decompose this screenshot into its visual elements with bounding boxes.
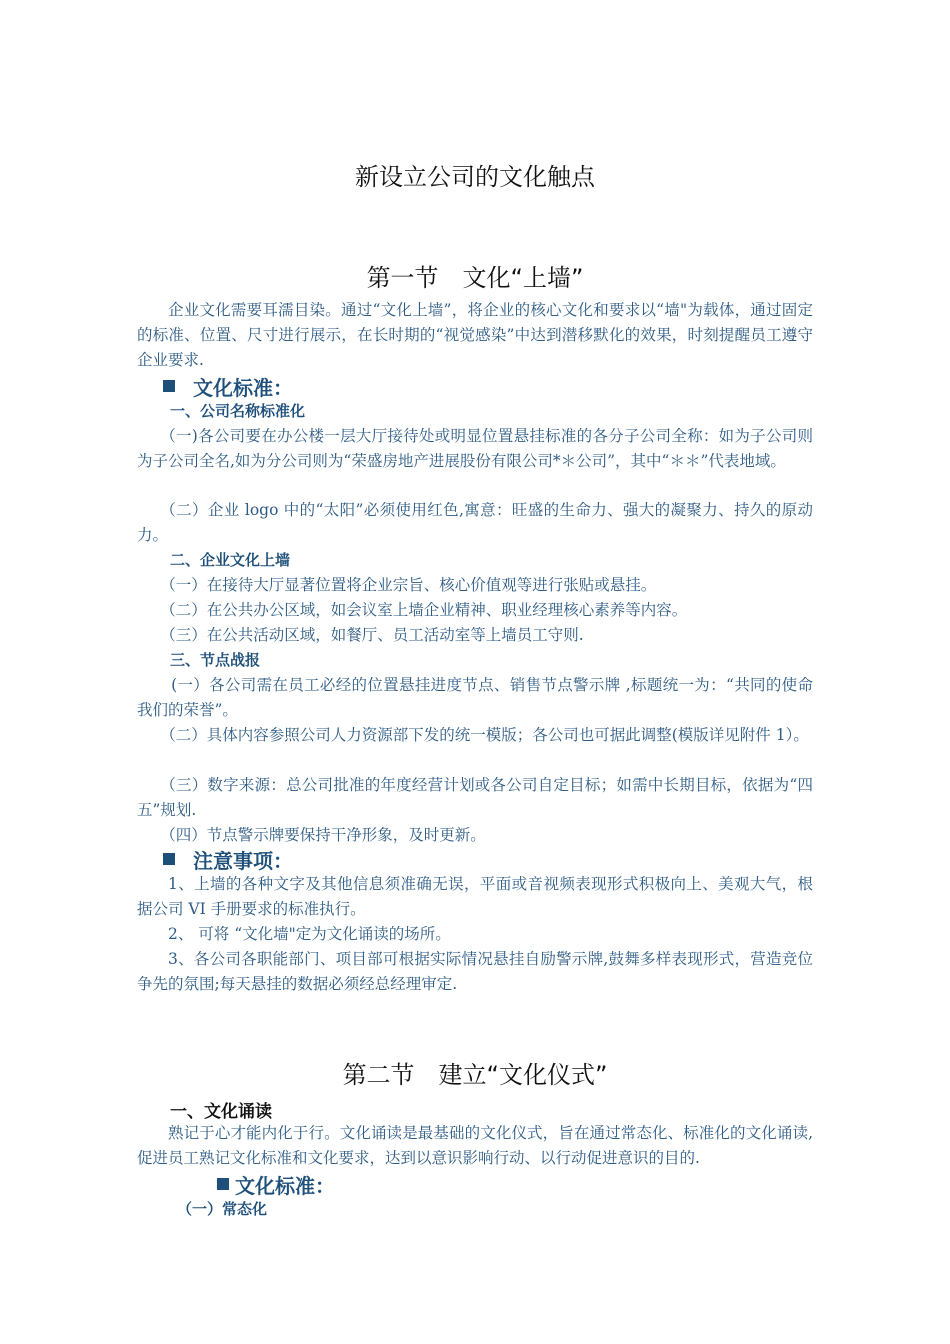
paragraph: （三）数字来源：总公司批准的年度经营计划或各公司自定目标；如需中长期目标，依据为“四五”规划. xyxy=(137,776,813,819)
square-bullet-icon xyxy=(217,1178,229,1190)
square-bullet-icon xyxy=(163,853,175,865)
standards-heading-2 xyxy=(137,1170,813,1199)
notes-label: 注意事项： xyxy=(193,849,293,873)
paragraph: （一）在接待大厅显著位置将企业宗旨、核心价值观等进行张贴或悬挂。 xyxy=(160,576,657,594)
subheading-routine: （一）常态化 xyxy=(177,1200,268,1218)
notes-heading xyxy=(137,845,813,874)
paragraph: (一）各公司需在员工必经的位置悬挂进度节点、销售节点警示牌 ,标题统一为：“共同的使命 我们的荣誉”。 xyxy=(137,676,814,719)
standards-label: 文化标准： xyxy=(235,1174,335,1198)
subheading-culture-recitation: 一、文化诵读 xyxy=(170,1102,272,1122)
paragraph: （一)各公司要在办公楼一层大厅接待处或明显位置悬挂标准的各分子公司全称：如为子公司则为子公司全名,如为分公司则为“荣盛房地产进展股份有限公司*＊公司”，其中“＊＊”代表地域。 xyxy=(137,427,813,470)
paragraph: （四）节点警示牌要保持干净形象，及时更新。 xyxy=(160,826,486,844)
paragraph: 3、各公司各职能部门、项目部可根据实际情况悬挂自励警示牌,鼓舞多样表现形式，营造竞位争先的氛围;每天悬挂的数据必须经总经理审定. xyxy=(137,950,813,993)
paragraph: （三）在公共活动区域，如餐厅、员工活动室等上墙员工守则. xyxy=(160,626,584,644)
paragraph: 1、上墙的各种文字及其他信息须准确无误，平面或音视频表现形式积极向上、美观大气，根据公司 VI 手册要求的标准执行。 xyxy=(137,875,813,918)
subheading-company-name: 一、公司名称标准化 xyxy=(170,402,306,420)
section-1-intro: 企业文化需要耳濡目染。通过“文化上墙”，将企业的核心文化和要求以“墙"为载体，通过固定的标准、位置、尺寸进行展示，在长时期的“视觉感染”中达到潜移默化的效果，时刻提醒员工遵守企业要求. xyxy=(137,301,813,369)
square-bullet-icon xyxy=(163,380,175,392)
section-1-heading: 第一节 文化“上墙” xyxy=(366,264,584,292)
standards-heading xyxy=(137,372,813,401)
paragraph: （二）企业 logo 中的“太阳”必须使用红色,寓意：旺盛的生命力、强大的凝聚力、持久的原动力。 xyxy=(137,501,813,544)
subheading-culture-wall: 二、企业文化上墙 xyxy=(170,551,291,569)
paragraph: （二）在公共办公区域，如会议室上墙企业精神、职业经理核心素养等内容。 xyxy=(160,601,688,619)
paragraph: （二）具体内容参照公司人力资源部下发的统一模版；各公司也可据此调整(模版详见附件 1）。 xyxy=(160,726,809,744)
paragraph: 熟记于心才能内化于行。文化诵读是最基础的文化仪式，旨在通过常态化、标准化的文化诵读,促进员工熟记文化标准和文化要求，达到以意识影响行动、以行动促进意识的目的. xyxy=(137,1124,813,1167)
document-title: 新设立公司的文化触点 xyxy=(355,163,595,191)
section-2-heading: 第二节 建立“文化仪式” xyxy=(342,1061,608,1089)
standards-label: 文化标准： xyxy=(193,376,293,400)
subheading-milestone-report: 三、节点战报 xyxy=(170,651,261,669)
paragraph: 2、 可将 “文化墙"定为文化诵读的场所。 xyxy=(168,925,451,943)
